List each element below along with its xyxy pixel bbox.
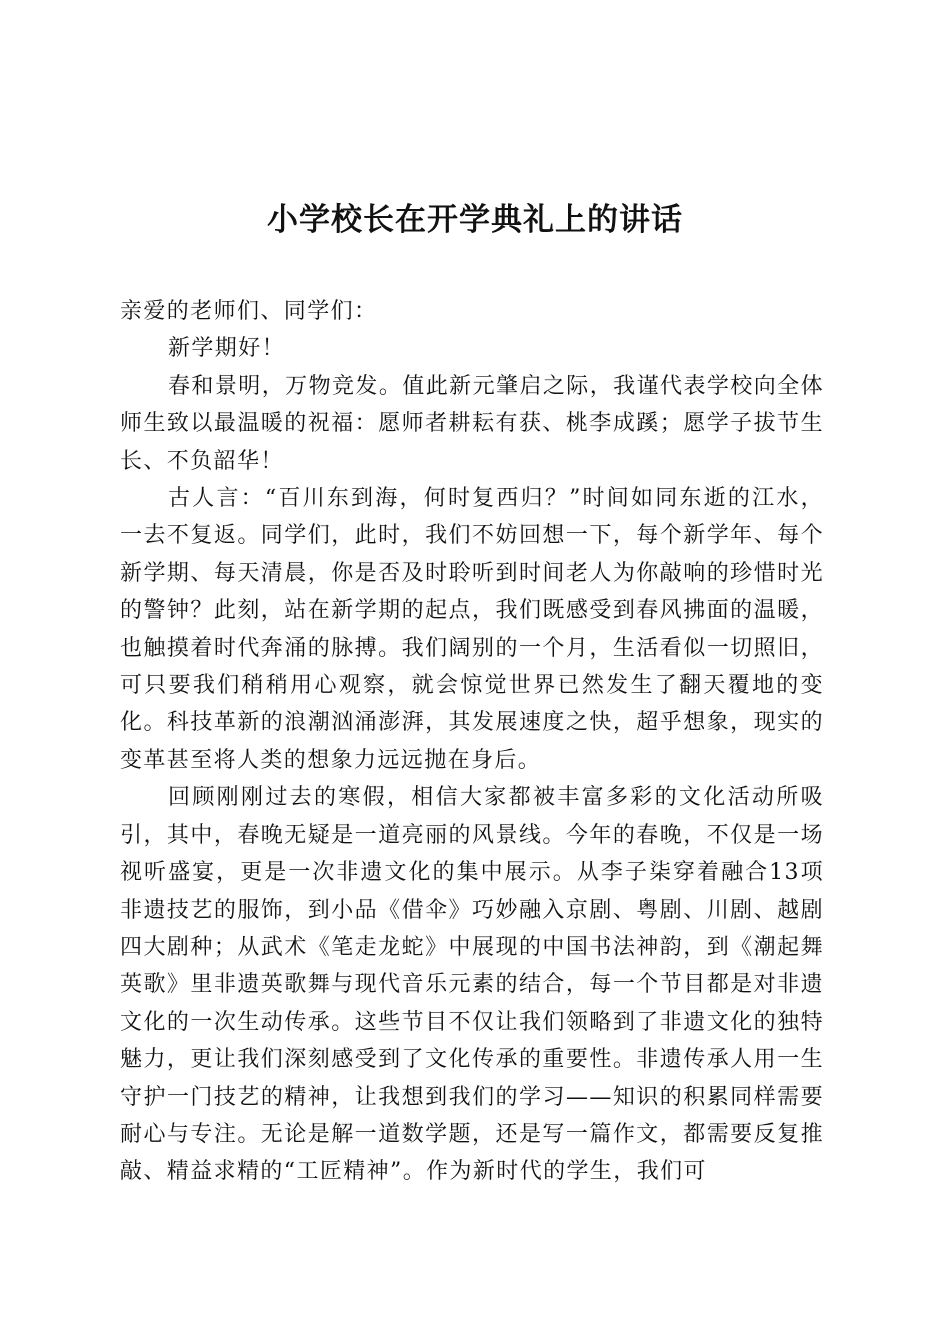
document-body [120, 293, 824, 1191]
document-title: 小学校长在开学典礼上的讲话 [267, 202, 683, 238]
paragraph: 春和景明，万物竞发。值此新元肇启之际，我谨代表学校向全体师生致以最温暖的祝福：愿师者耕耘有获、桃李成蹊；愿学子拔节生长、不负韶华！ [120, 373, 824, 474]
paragraph: 古人言：“百川东到海，何时复西归？”时间如同东逝的江水，一去不复返。同学们，此时，我们不妨回想一下，每个新学年、每个新学期、每天清晨，你是否及时聆听到时间老人为你敲响的珍惜时光的警钟？此刻，站在新学期的起点，我们既感受到春风拂面的温暖，也触摸着时代奔涌的脉搏。我们阔别的一个月，生活看似一切照旧，可只要我们稍稍用心观察，就会惊觉世界已然发生了翻天覆地的变化。科技革新的浪潮汹涌澎湃，其发展速度之快，超乎想象，现实的变革甚至将人类的想象力远远抛在身后。 [120, 486, 824, 773]
paragraph: 新学期好！ [168, 336, 286, 362]
salutation: 亲爱的老师们、同学们： [120, 299, 378, 324]
paragraph: 回顾刚刚过去的寒假，相信大家都被丰富多彩的文化活动所吸引，其中，春晚无疑是一道亮丽的风景线。今年的春晚，不仅是一场视听盛宴，更是一次非遗文化的集中展示。从李子柒穿着融合13项非遗技艺的服饰，到小品《借伞》巧妙融入京剧、粤剧、川剧、越剧四大剧种；从武术《笔走龙蛇》中展现的中国书法神韵，到《潮起舞英歌》里非遗英歌舞与现代音乐元素的结合，每一个节目都是对非遗文化的一次生动传承。这些节目不仅让我们领略到了非遗文化的独特魅力，更让我们深刻感受到了文化传承的重要性。非遗传承人用一生守护一门技艺的精神，让我想到我们的学习——知识的积累同样需要耐心与专注。无论是解一道数学题，还是写一篇作文，都需要反复推敲、精益求精的“工匠精神”。作为新时代的学生，我们可 [120, 785, 824, 1185]
